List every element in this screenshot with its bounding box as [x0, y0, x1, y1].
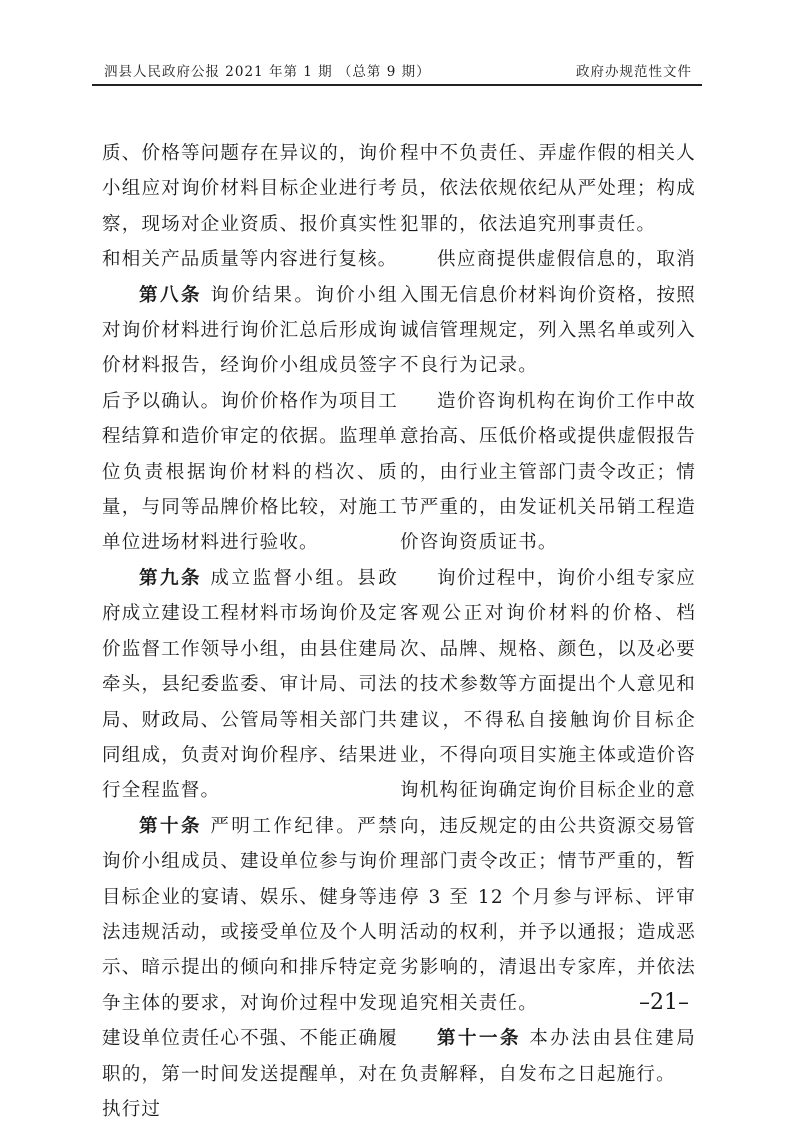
paragraph-consulting: 造价咨询机构在询价工作中故意抬高、压低价格或提供虚假报告的，由行业主管部门责令改正；情节严重的，由发证机关吊销工程造价咨询资质证书。 [400, 390, 696, 554]
article-heading: 第九条 [139, 567, 202, 589]
paragraph-continued: 程中不负责任、弄虚作假的相关人员，依法依规依纪从严处理；构成犯罪的，依法追究刑事责任。 [400, 143, 696, 235]
article-heading: 第八条 [139, 284, 202, 306]
article-heading: 第十一条 [437, 1028, 521, 1050]
paragraph-continued: 质、价格等问题存在异议的，询价小组应对询价材料目标企业进行考察，现场对企业资质、报价真实性和相关产品质量等内容进行复核。 [102, 143, 398, 271]
article-heading: 第十条 [139, 815, 202, 837]
article-10: 第十条 严明工作纪律。严禁询价小组成员、建设单位参与询价目标企业的宴请、娱乐、健身等违法违规活动，或接受单位及个人明示、暗示提出的倾向和排斥特定竞争主体的要求，对询价过程中发现建设单位责任心不强、不能正确履职的，第一时间发送提醒单，对在执行过 [102, 815, 398, 1120]
article-9: 第九条 成立监督小组。县政府成立建设工程材料市场询价及定价监督工作领导小组，由县住建局牵头，县纪委监委、审计局、司法局、财政局、公管局等相关部门共同组成，负责对询价程序、结果进行全程监督。 [102, 567, 398, 802]
paragraph-supplier: 供应商提供虚假信息的，取消入围无信息价材料询价资格，按照诚信管理规定，列入黑名单或列入不良行为记录。 [400, 249, 696, 377]
page-header [92, 58, 702, 82]
bulletin-title: 泗县人民政府公报 2021 年第 1 期 （总第 9 期） [104, 64, 431, 80]
paragraph-experts: 询价过程中，询价小组专家应客观公正对询价材料的价格、档次、品牌、规格、颜色，以及必要的技术参数等方面提出个人意见和建议，不得私自接触询价目标企业，不得向项目实施主体或造价咨询机构征询确定询价目标企业的意向，违反规定的由公共资源交易管理部门责令改正；情节严重的，暂停 3 至 12 个月参与评标、评审活动的权利，并予以通报；造成恶劣影响的，清退出专家库，并依法追究相关责任。 [400, 567, 696, 1014]
right-column [400, 136, 696, 1092]
article-8: 第八条 询价结果。询价小组对询价材料进行询价汇总后形成询价材料报告，经询价小组成员签字后予以确认。询价价格作为项目工程结算和造价审定的依据。监理单位负责根据询价材料的档次、质量，与同等品牌价格比较，对施工单位进场材料进行验收。 [102, 284, 398, 554]
article-11: 第十一条 本办法由县住建局负责解释，自发布之日起施行。 [400, 1028, 696, 1085]
section-title: 政府办规范性文件 [576, 64, 692, 80]
page-number: –21– [639, 990, 689, 1015]
left-column [102, 136, 398, 1127]
header-rule [92, 84, 702, 86]
